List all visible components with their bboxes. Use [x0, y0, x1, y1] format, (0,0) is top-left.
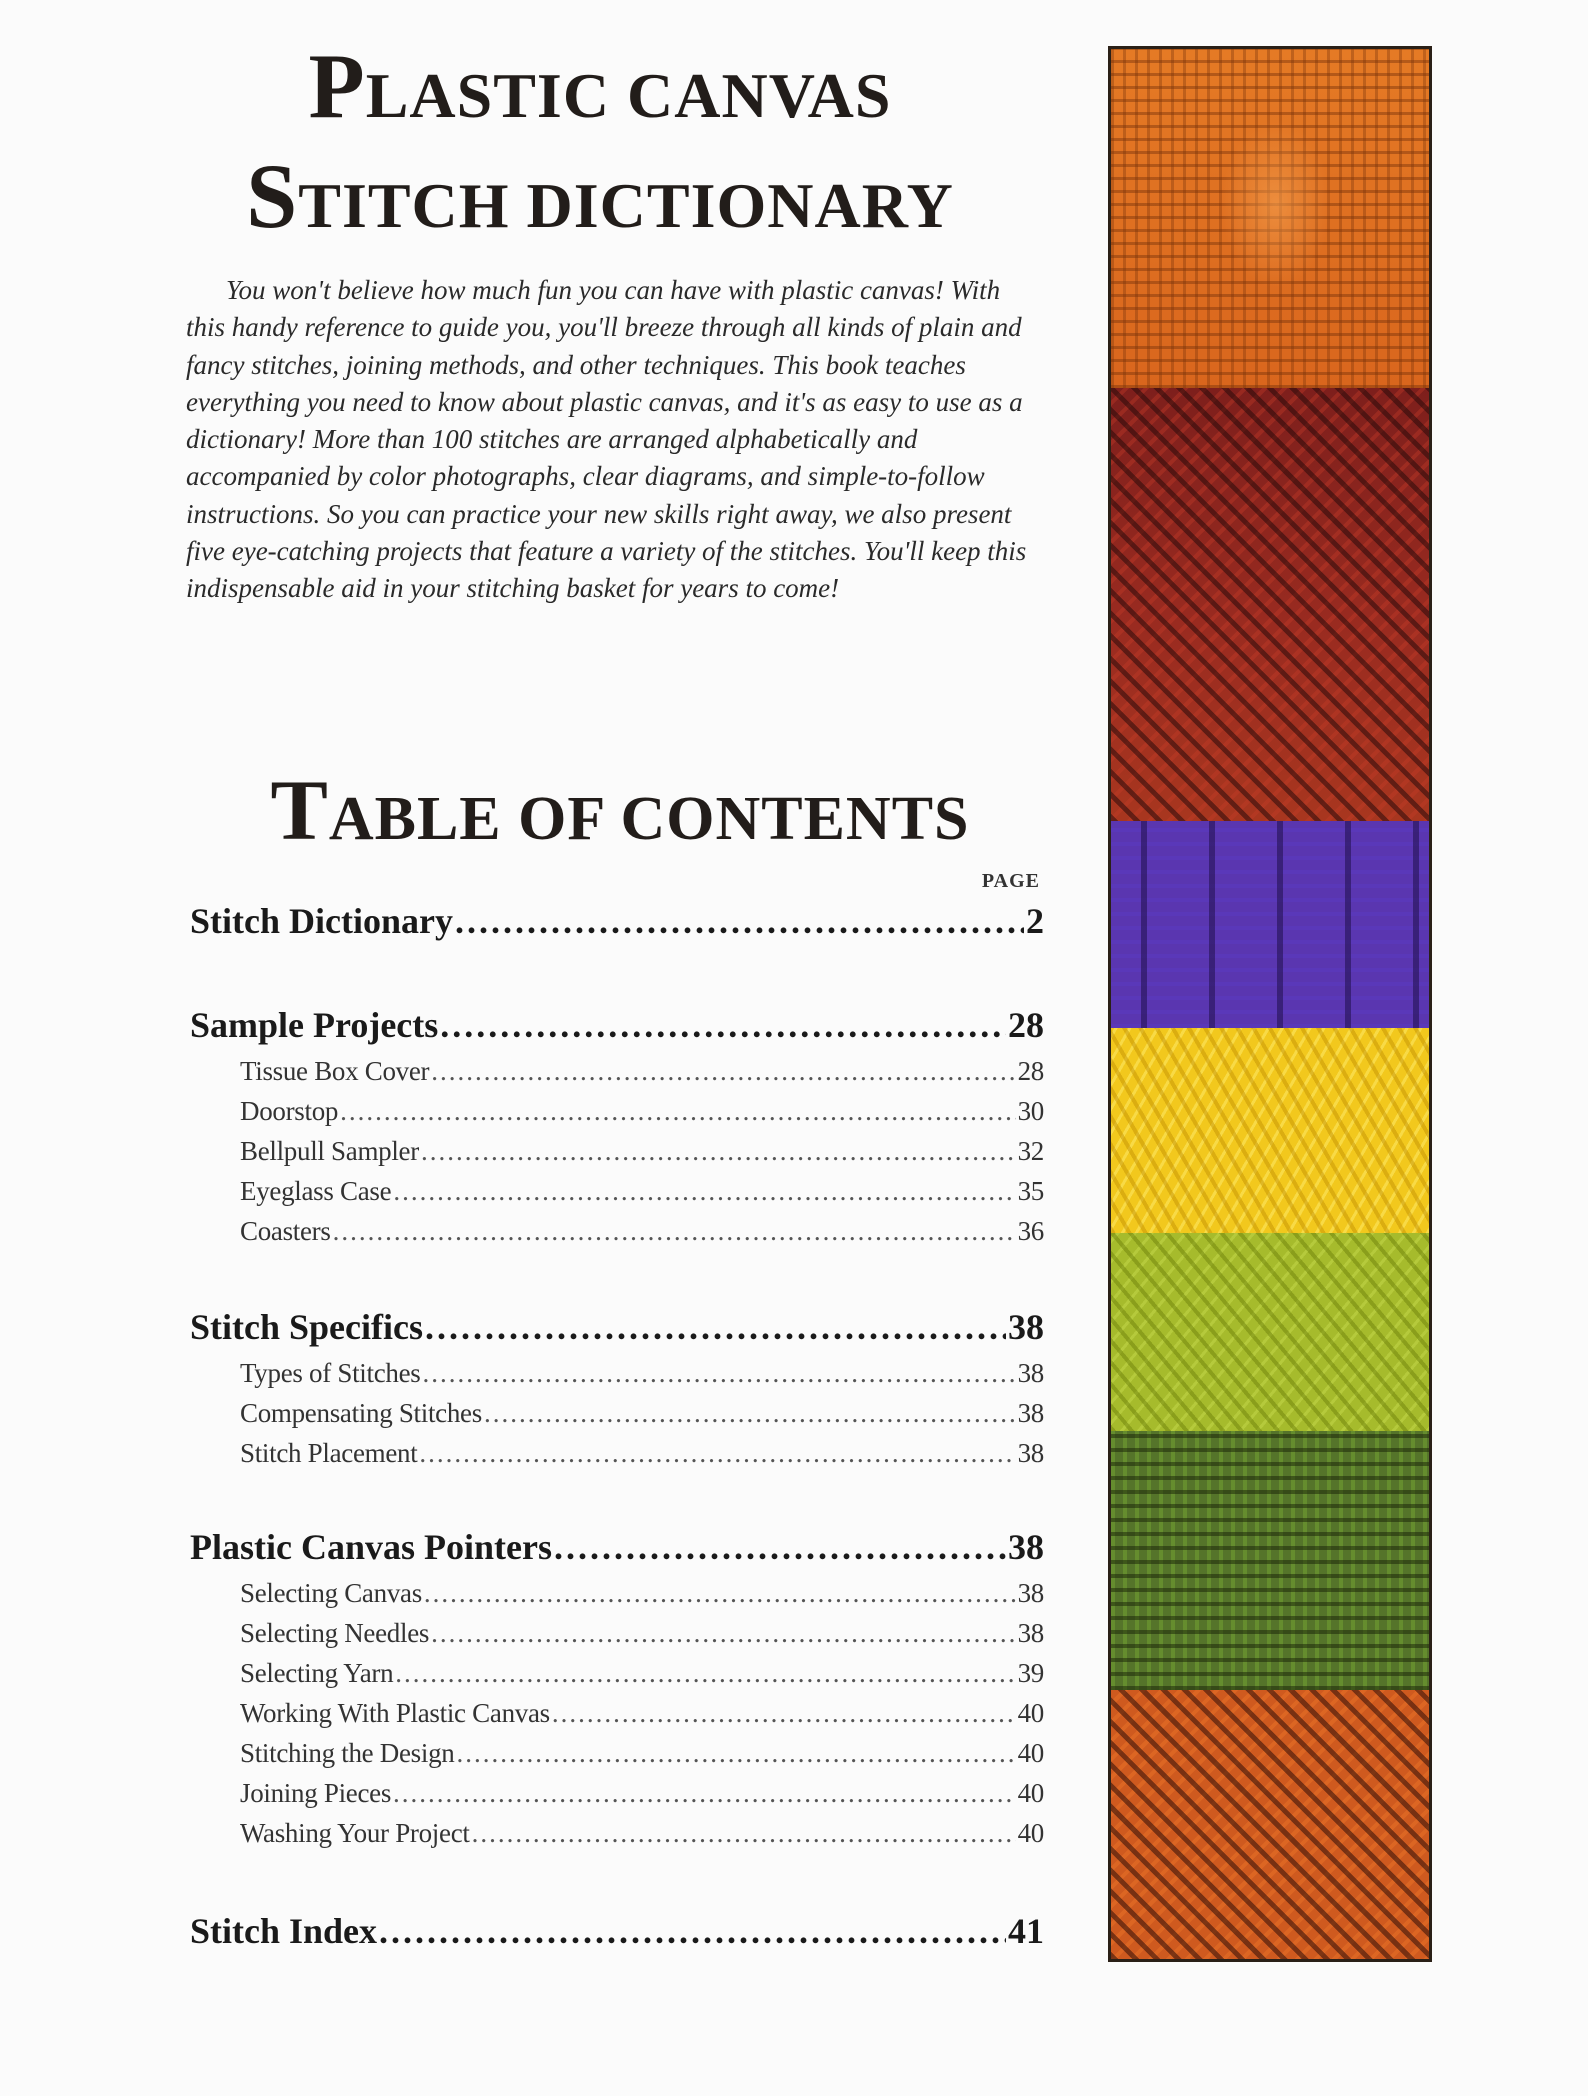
toc-subentry-page: 30: [1017, 1096, 1044, 1126]
toc-entry-stitch-dictionary[interactable]: [190, 900, 1044, 942]
dot-leader: [393, 1176, 1015, 1207]
toc-subentry-label: Coasters: [240, 1216, 331, 1246]
toc-entry-label: Sample Projects: [190, 1005, 439, 1045]
yellow-stitch-band: [1111, 1028, 1429, 1233]
toc-subentry-page: 40: [1017, 1818, 1044, 1848]
toc-subentry-label: Stitching the Design: [240, 1738, 455, 1768]
toc-subentry-selecting-canvas[interactable]: [240, 1578, 1044, 1609]
toc-entry-page: 38: [1008, 1527, 1044, 1567]
toc-subentry-page: 35: [1017, 1176, 1044, 1206]
toc-subentry-doorstop[interactable]: [240, 1096, 1044, 1127]
toc-entry-stitch-specifics[interactable]: [190, 1306, 1044, 1348]
page-title: [150, 35, 1050, 260]
toc-subentry-label: Stitch Placement: [240, 1438, 418, 1468]
intro-paragraph: You won't believe how much fun you can have with plastic canvas! With this handy reference to guide you, you'll breeze through all kinds of plain and fancy stitches, joining methods, and other techniques. This book teaches everything you need to know about plastic canvas, and it's as easy to use as a dictionary! More than 100 stitches are arranged alphabetically and accompanied by color photographs, clear diagrams, and simple-to-follow instructions. So you can practice your new skills right away, we also present five eye-catching projects that feature a variety of the stitches. You'll keep this indispensable aid in your stitching basket for years to come!: [186, 275, 1027, 604]
toc-subentry-page: 36: [1017, 1216, 1044, 1246]
toc-subentry-label: Selecting Needles: [240, 1618, 430, 1648]
dot-leader: [472, 1818, 1016, 1849]
toc-entry-page: 28: [1008, 1005, 1044, 1045]
toc-entry-plastic-canvas-pointers[interactable]: [190, 1526, 1044, 1568]
toc-subentry-page: 38: [1017, 1578, 1044, 1608]
toc-subentry-page: 38: [1017, 1438, 1044, 1468]
toc-entry-stitch-index[interactable]: [190, 1910, 1044, 1952]
dot-leader: [395, 1658, 1015, 1689]
toc-subentry-page: 40: [1017, 1698, 1044, 1728]
toc-entry-page: 41: [1008, 1911, 1044, 1951]
toc-subentry-working-with-plastic-canvas[interactable]: [240, 1698, 1044, 1729]
page-column-label: PAGE: [981, 870, 1040, 892]
title-line-2: STITCH DICTIONARY: [246, 145, 954, 247]
toc-subentry-label: Compensating Stitches: [240, 1398, 482, 1428]
stitch-sample-photo: [1108, 46, 1432, 1962]
dot-leader: [552, 1698, 1016, 1729]
dot-leader: [379, 1910, 1006, 1952]
dot-leader: [340, 1096, 1015, 1127]
dot-leader: [424, 1578, 1016, 1609]
dot-leader: [393, 1778, 1016, 1809]
toc-subentry-label: Washing Your Project: [240, 1818, 470, 1848]
toc-subentry-selecting-needles[interactable]: [240, 1618, 1044, 1649]
toc-subentry-page: 28: [1017, 1056, 1044, 1086]
toc-subentry-page: 38: [1017, 1618, 1044, 1648]
toc-subentry-compensating-stitches[interactable]: [240, 1398, 1044, 1429]
toc-subentry-coasters[interactable]: [240, 1216, 1044, 1247]
toc-subentry-bellpull-sampler[interactable]: [240, 1136, 1044, 1167]
toc-entry-sample-projects[interactable]: [190, 1004, 1044, 1046]
dot-leader: [554, 1526, 1006, 1568]
toc-entry-page: 2: [1026, 901, 1044, 941]
dot-leader: [431, 1056, 1015, 1087]
orange-stitch-band: [1111, 49, 1429, 388]
toc-entry-label: Stitch Dictionary: [190, 901, 453, 941]
toc-subentry-types-of-stitches[interactable]: [240, 1358, 1044, 1389]
toc-subentry-selecting-yarn[interactable]: [240, 1658, 1044, 1689]
rust-stitch-band: [1111, 1690, 1429, 1959]
toc-subentry-eyeglass-case[interactable]: [240, 1176, 1044, 1207]
toc-subentry-stitch-placement[interactable]: [240, 1438, 1044, 1469]
toc-heading: TABLE OF CONTENTS: [270, 762, 970, 858]
dot-leader: [440, 1004, 1006, 1046]
title-line-1: PLASTIC CANVAS: [308, 35, 892, 137]
dot-leader: [484, 1398, 1016, 1429]
toc-subentry-label: Working With Plastic Canvas: [240, 1698, 550, 1728]
green-stitch-band: [1111, 1431, 1429, 1690]
purple-stitch-band: [1111, 821, 1429, 1028]
toc-subentry-page: 32: [1017, 1136, 1044, 1166]
toc-subentry-stitching-the-design[interactable]: [240, 1738, 1044, 1769]
lime-stitch-band: [1111, 1233, 1429, 1430]
toc-subentry-page: 38: [1017, 1358, 1044, 1388]
toc-subentry-label: Tissue Box Cover: [240, 1056, 430, 1086]
toc-subentry-tissue-box-cover[interactable]: [240, 1056, 1044, 1087]
toc-subentry-page: 38: [1017, 1398, 1044, 1428]
toc-entry-label: Stitch Index: [190, 1911, 378, 1951]
toc-entry-page: 38: [1008, 1307, 1044, 1347]
toc-subentry-label: Types of Stitches: [240, 1358, 421, 1388]
toc-subentry-page: 39: [1017, 1658, 1044, 1688]
toc-subentry-label: Selecting Canvas: [240, 1578, 422, 1608]
red-stitch-band: [1111, 388, 1429, 821]
toc-subentry-joining-pieces[interactable]: [240, 1778, 1044, 1809]
dot-leader: [455, 900, 1024, 942]
toc-subentry-label: Eyeglass Case: [240, 1176, 392, 1206]
dot-leader: [456, 1738, 1015, 1769]
toc-subentry-page: 40: [1017, 1738, 1044, 1768]
toc-entry-label: Stitch Specifics: [190, 1307, 423, 1347]
toc-subentry-label: Joining Pieces: [240, 1778, 392, 1808]
toc-entry-label: Plastic Canvas Pointers: [190, 1527, 552, 1567]
toc-subentry-label: Selecting Yarn: [240, 1658, 394, 1688]
toc-subentry-page: 40: [1017, 1778, 1044, 1808]
dot-leader: [431, 1618, 1016, 1649]
dot-leader: [419, 1438, 1015, 1469]
dot-leader: [421, 1136, 1016, 1167]
dot-leader: [423, 1358, 1016, 1389]
toc-subentry-label: Doorstop: [240, 1096, 339, 1126]
toc-subentry-label: Bellpull Sampler: [240, 1136, 419, 1166]
toc-subentry-washing-your-project[interactable]: [240, 1818, 1044, 1849]
dot-leader: [425, 1306, 1006, 1348]
dot-leader: [333, 1216, 1016, 1247]
